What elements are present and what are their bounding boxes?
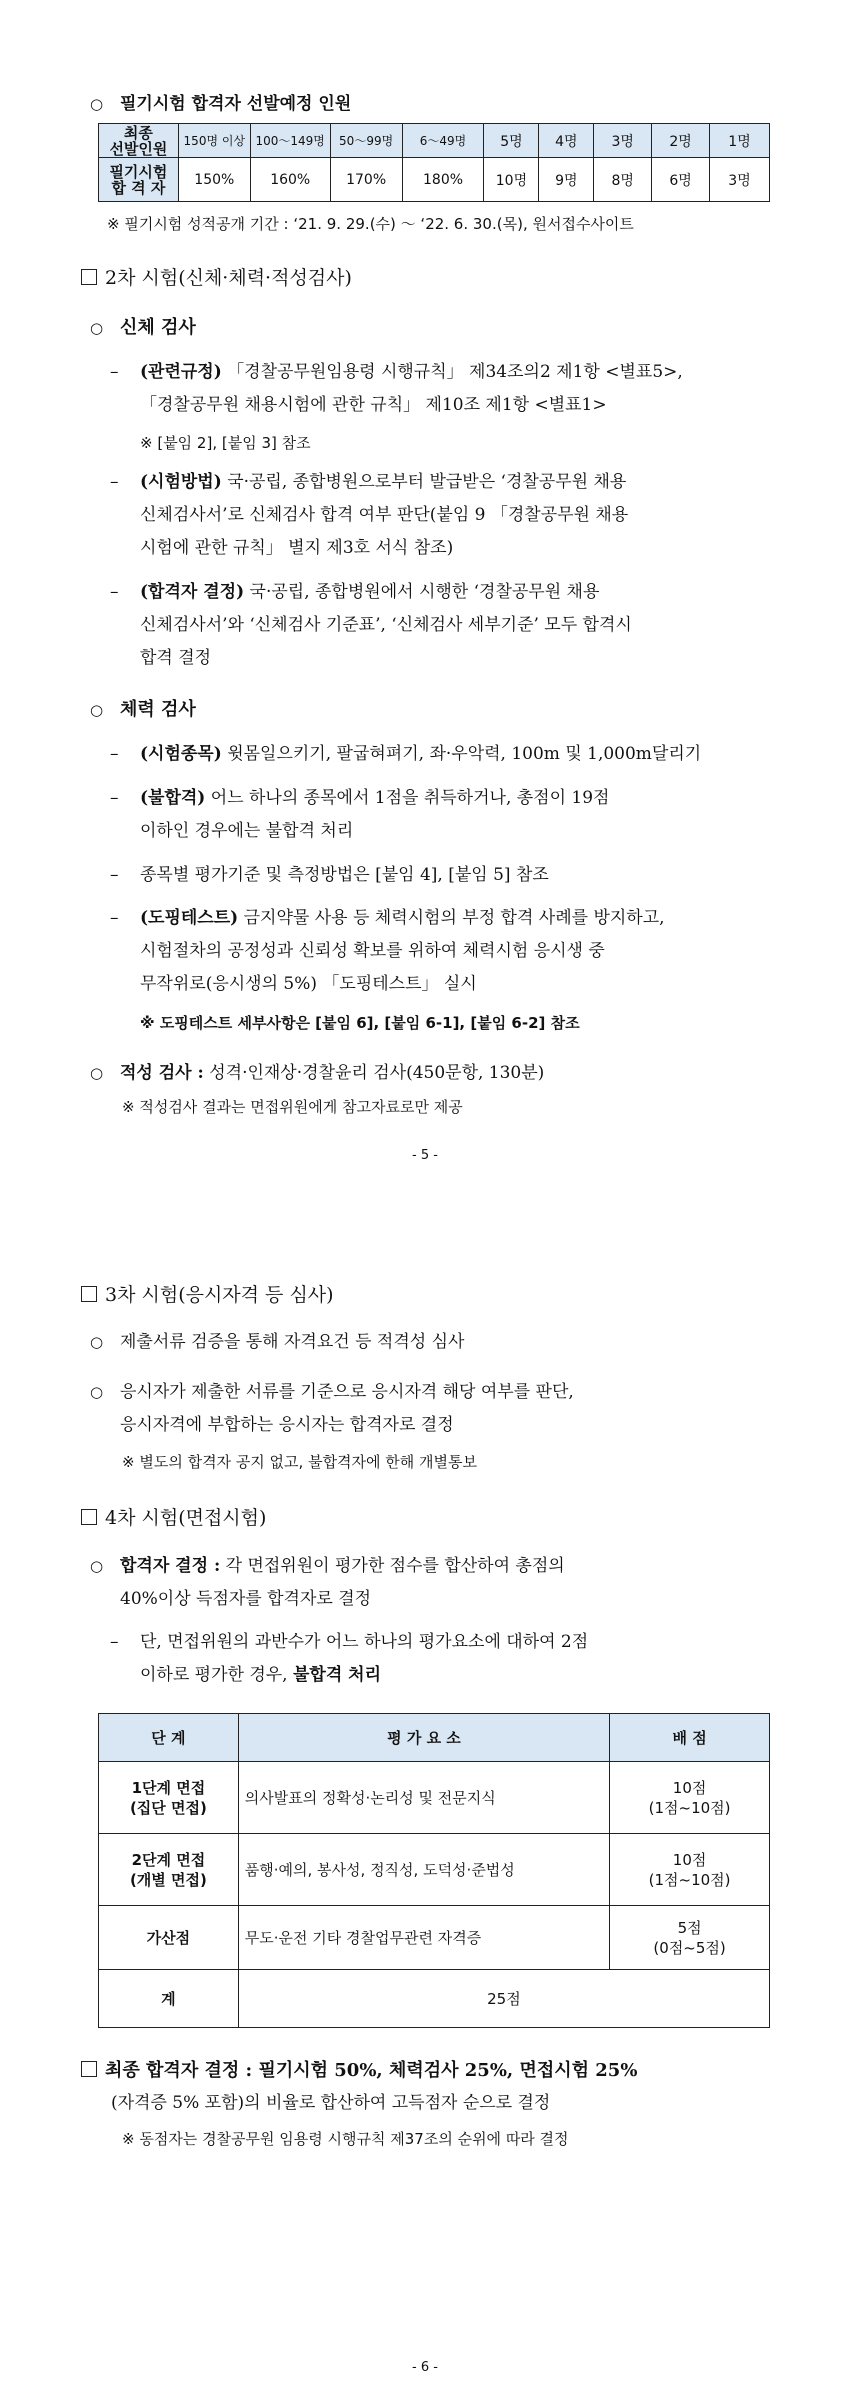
quota-header-cell: 150명 이상 <box>178 124 250 158</box>
interview-element-cell: 무도·운전 기타 경찰업무관련 자격증 <box>238 1906 609 1970</box>
physical-exam-heading: ○ 신체 검사 <box>90 317 196 338</box>
interview-header-score: 배 점 <box>610 1714 770 1762</box>
quota-row-header-final: 최종 선발인원 <box>99 124 179 158</box>
final-decision-heading: 최종 합격자 결정 : 필기시험 50%, 체력검사 25%, 면접시험 25% <box>81 2056 637 2082</box>
sec4-dash-fail-condition: – 단, 면접위원의 과반수가 어느 하나의 평가요소에 대하여 2점 이하로 평가한 경우, 불합격 처리 <box>110 1626 782 1692</box>
section3-heading: 3차 시험(응시자격 등 심사) <box>81 1280 334 1307</box>
quota-value-cell: 6명 <box>652 158 710 202</box>
dash-bullet-icon: – <box>110 788 119 808</box>
fitness-item-doping: – (도핑테스트) 금지약물 사용 등 체력시험의 부정 합격 사례를 방지하고, 시험절차의 공정성과 신뢰성 확보를 위하여 체력시험 응시생 중 무작위로(응시생의 5%) 「도핑테스트」 실시 <box>110 902 782 1001</box>
circle-bullet-icon: ○ <box>90 1064 104 1082</box>
final-decision-line2: (자격증 5% 포함)의 비율로 합산하여 고득점자 순으로 결정 <box>111 2093 551 2113</box>
square-bullet-icon <box>81 1286 97 1302</box>
dash-bullet-icon: – <box>110 744 119 764</box>
quota-header-cell: 2명 <box>652 124 710 158</box>
quota-value-cell: 9명 <box>539 158 594 202</box>
dash-bullet-icon: – <box>110 908 119 928</box>
table-row <box>99 1834 770 1906</box>
physical-item-regulation: – (관련규정) 「경찰공무원임용령 시행규칙」 제34조의2 제1항 <별표5>, 「경찰공무원 채용시험에 관한 규칙」 제10조 제1항 <별표1> <box>110 356 782 422</box>
sec3-item-document-review: ○ 제출서류 검증을 통해 자격요건 등 적격성 심사 <box>90 1326 780 1359</box>
circle-bullet-icon: ○ <box>90 1333 104 1351</box>
interview-stage-cell: 가산점 <box>99 1906 239 1970</box>
interview-total-value: 25점 <box>238 1970 769 2028</box>
section2-heading: 2차 시험(신체·체력·적성검사) <box>81 263 352 290</box>
dash-bullet-icon: – <box>110 362 119 382</box>
score-period-note: ※ 필기시험 성적공개 기간 : ‘21. 9. 29.(수) ～ ‘22. 6. 30.(목), 원서접수사이트 <box>107 215 634 233</box>
quota-table <box>98 123 770 202</box>
quota-header-cell: 3명 <box>594 124 652 158</box>
fitness-item-events: – (시험종목) 윗몸일으키기, 팔굽혀펴기, 좌·우악력, 100m 및 1,000m달리기 <box>110 738 782 771</box>
interview-header-stage: 단 계 <box>99 1714 239 1762</box>
interview-stage-cell: 1단계 면접 (집단 면접) <box>99 1762 239 1834</box>
quota-value-cell: 3명 <box>710 158 770 202</box>
circle-bullet-icon: ○ <box>90 95 104 113</box>
physical-regulation-note: ※ [붙임 2], [붙임 3] 참조 <box>140 434 311 452</box>
quota-value-cell: 160% <box>250 158 330 202</box>
fitness-item-criteria: – 종목별 평가기준 및 측정방법은 [붙임 4], [붙임 5] 참조 <box>110 859 782 892</box>
sec3-item-eligibility: ○ 응시자가 제출한 서류를 기준으로 응시자격 해당 여부를 판단, 응시자격에 부합하는 응시자는 합격자로 결정 <box>90 1376 780 1442</box>
fitness-item-fail: – (불합격) 어느 하나의 종목에서 1점을 취득하거나, 총점이 19점 이하인 경우에는 불합격 처리 <box>110 782 782 848</box>
section4-heading: 4차 시험(면접시험) <box>81 1503 266 1530</box>
quota-value-cell: 8명 <box>594 158 652 202</box>
page-number-5: - 5 - <box>412 1148 438 1163</box>
circle-bullet-icon: ○ <box>90 1557 104 1575</box>
interview-stage-cell: 2단계 면접 (개별 면접) <box>99 1834 239 1906</box>
quota-value-cell: 180% <box>402 158 484 202</box>
quota-header-cell: 1명 <box>710 124 770 158</box>
aptitude-exam-line: ○ 적성 검사 : 성격·인재상·경찰윤리 검사(450문항, 130분) <box>90 1063 545 1083</box>
quota-value-cell: 10명 <box>484 158 539 202</box>
quota-table-header-row <box>99 124 770 158</box>
page-number-6: - 6 - <box>412 2360 438 2375</box>
quota-value-cell: 170% <box>330 158 402 202</box>
quota-table-value-row <box>99 158 770 202</box>
tie-break-note: ※ 동점자는 경찰공무원 임용령 시행규칙 제37조의 순위에 따라 결정 <box>122 2130 569 2148</box>
quota-header-cell: 5명 <box>484 124 539 158</box>
interview-table <box>98 1713 770 2028</box>
physical-item-pass: – (합격자 결정) 국·공립, 종합병원에서 시행한 ‘경찰공무원 채용 신체검사서’와 ‘신체검사 기준표’, ‘신체검사 세부기준’ 모두 합격시 합격 결정 <box>110 576 782 675</box>
dash-bullet-icon: – <box>110 1632 119 1652</box>
square-bullet-icon <box>81 1509 97 1525</box>
square-bullet-icon <box>81 269 97 285</box>
sec4-item-pass-decision: ○ 합격자 결정 : 각 면접위원이 평가한 점수를 합산하여 총점의 40%이상 득점자를 합격자로 결정 <box>90 1550 780 1616</box>
quota-header-cell: 50～99명 <box>330 124 402 158</box>
quota-header-cell: 6～49명 <box>402 124 484 158</box>
square-bullet-icon <box>81 2061 97 2077</box>
interview-element-cell: 의사발표의 정확성·논리성 및 전문지식 <box>238 1762 609 1834</box>
physical-item-method: – (시험방법) 국·공립, 종합병원으로부터 발급받은 ‘경찰공무원 채용 신체검사서’로 신체검사 합격 여부 판단(붙임 9 「경찰공무원 채용 시험에 관한 규칙」 별지 제3호 서식 참조) <box>110 466 782 565</box>
interview-score-cell: 10점 (1점~10점) <box>610 1762 770 1834</box>
circle-bullet-icon: ○ <box>90 701 104 719</box>
interview-score-cell: 10점 (1점~10점) <box>610 1834 770 1906</box>
doping-detail-note: ※ 도핑테스트 세부사항은 [붙임 6], [붙임 6-1], [붙임 6-2] 참조 <box>140 1014 580 1032</box>
dash-bullet-icon: – <box>110 472 119 492</box>
written-quota-heading: ○ 필기시험 합격자 선발예정 인원 <box>90 94 352 114</box>
interview-score-cell: 5점 (0점~5점) <box>610 1906 770 1970</box>
fitness-exam-heading: ○ 체력 검사 <box>90 699 196 720</box>
aptitude-note: ※ 적성검사 결과는 면접위원에게 참고자료로만 제공 <box>122 1098 463 1116</box>
quota-value-cell: 150% <box>178 158 250 202</box>
interview-table-header-row <box>99 1714 770 1762</box>
interview-header-element: 평 가 요 소 <box>238 1714 609 1762</box>
interview-element-cell: 품행·예의, 봉사성, 정직성, 도덕성·준법성 <box>238 1834 609 1906</box>
interview-total-row <box>99 1970 770 2028</box>
circle-bullet-icon: ○ <box>90 319 104 337</box>
table-row <box>99 1906 770 1970</box>
dash-bullet-icon: – <box>110 582 119 602</box>
dash-bullet-icon: – <box>110 865 119 885</box>
table-row <box>99 1762 770 1834</box>
quota-header-cell: 100～149명 <box>250 124 330 158</box>
quota-header-cell: 4명 <box>539 124 594 158</box>
circle-bullet-icon: ○ <box>90 1383 104 1401</box>
sec3-notice-note: ※ 별도의 합격자 공지 없고, 불합격자에 한해 개별통보 <box>122 1453 478 1471</box>
interview-total-label: 계 <box>99 1970 239 2028</box>
quota-row-header-written: 필기시험 합 격 자 <box>99 158 179 202</box>
